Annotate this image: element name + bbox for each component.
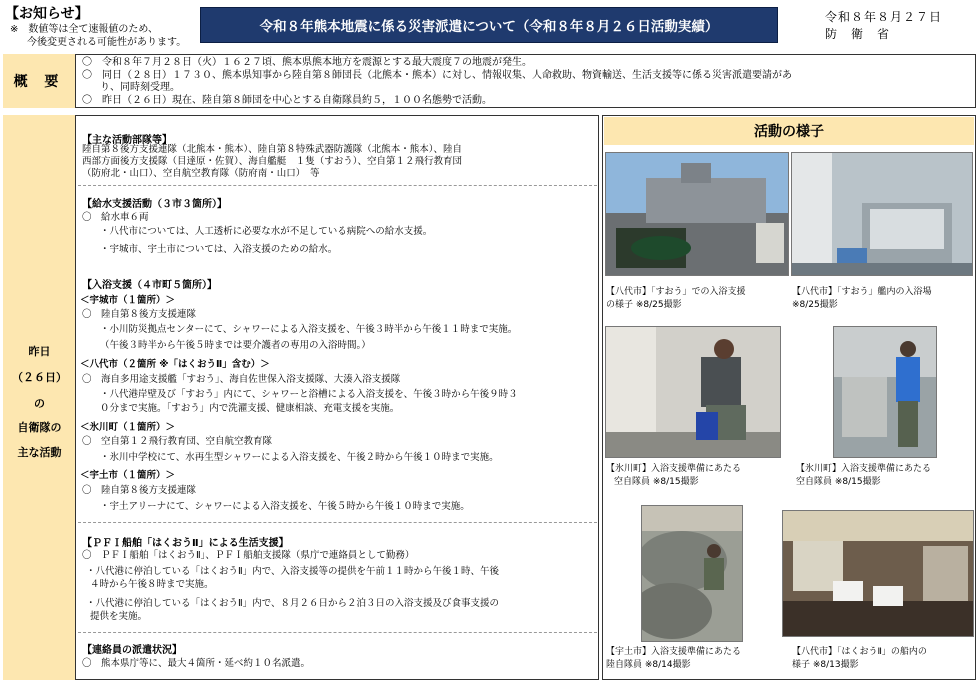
photo-caption-line: 空自隊員 ※8/15撮影 — [614, 477, 699, 487]
pfi-line: 〇 ＰＦＩ船舶「はくおうⅡ」、ＰＦＩ船舶支援隊（県庁で連絡員として勤務） — [82, 550, 415, 561]
bath-line: 〇 海自多用途支援艦「すおう」、海自佐世保入浴支援隊、大湊入浴支援隊 — [82, 374, 401, 385]
photo-caption-line: 【八代市】「すおう」艦内の入浴場 — [792, 287, 932, 297]
divider — [78, 522, 597, 523]
photo-hakuou — [782, 510, 974, 637]
bath-line: （午後３時半から午後５時までは要介護者の専用の入浴時間。） — [100, 340, 371, 351]
photo-suou-pier — [605, 152, 789, 276]
ministry-name: 防 衛 省 — [825, 27, 891, 41]
notice-title: 【お知らせ】 — [5, 6, 89, 22]
bath-line: ・氷川中学校にて、水再生型シャワーによる入浴支援を、午後２時から午後１０時まで実施。 — [100, 452, 499, 463]
divider — [78, 632, 597, 633]
page-title-banner: 令和８年熊本地震に係る災害派遣について（令和８年８月２６日活動実績） — [200, 7, 778, 43]
divider — [78, 185, 597, 186]
notice-line-1: ※ 数値等は全て速報値のため、 — [10, 24, 158, 35]
photo-uto — [641, 505, 743, 642]
summary-label: 概 要 — [3, 54, 76, 108]
bath-line: ・小川防災拠点センターにて、シャワーによる入浴支援を、午後３時半から午後１１時まで実施。 — [100, 324, 518, 335]
activity-label-line: 昨日 — [28, 345, 51, 358]
photo-caption-line: 【八代市】「すおう」での入浴支援 — [606, 287, 746, 297]
bath-line: ０分まで実施。「すおう」内で洗濯支援、健康相談、充電支援を実施。 — [100, 403, 400, 414]
bath-uto-subheading: ＜宇土市（１箇所）＞ — [80, 470, 176, 481]
units-line: （防府北・山口）、空自航空教育隊（防府南・山口） 等 — [82, 168, 320, 179]
report-date: 令和８年８月２７日 — [825, 10, 943, 24]
units-line: 西部方面後方支援隊（目達原・佐賀）、海自艦艇 １隻（すおう）、空自第１２飛行教育団 — [82, 156, 463, 167]
summary-line: 〇 昨日（２６日）現在、陸自第８師団を中心とする自衛隊員約５，１００名態勢で活動。 — [82, 95, 492, 106]
bath-uki-subheading: ＜宇城市（１箇所）＞ — [80, 295, 176, 306]
activity-label-line: 主な活動 — [17, 446, 62, 459]
bath-line: 〇 陸自第８後方支援連隊 — [82, 485, 197, 496]
bath-line: 〇 空自第１２飛行教育団、空自航空教育隊 — [82, 436, 273, 447]
water-line: ・八代市については、人工透析に必要な水が不足している病院への給水支援。 — [100, 226, 433, 237]
pfi-line: ４時から午後８時まで実施。 — [90, 579, 214, 590]
pfi-line: ・八代港に停泊している「はくおうⅡ」内で、入浴支援等の提供を午前１１時から午後１時、午後 — [86, 566, 499, 577]
units-line: 陸自第８後方支援連隊（北熊本・熊本）、陸自第８特殊武器防護隊（北熊本・熊本）、陸自 — [82, 144, 463, 155]
bath-yatsushiro-subheading: ＜八代市（２箇所 ※「はくおうⅡ」含む）＞ — [80, 359, 270, 370]
photo-suou-bathroom — [791, 152, 973, 276]
photo-hikawa-1 — [605, 326, 781, 458]
photo-bath-image — [792, 153, 972, 275]
summary-line: り、同時刻受理。 — [100, 82, 180, 93]
photo-caption-line: 空自隊員 ※8/15撮影 — [796, 477, 881, 487]
bath-line: ・八代港岸壁及び「すおう」内にて、シャワーと浴槽による入浴支援を、午後３時から午後９時３ — [100, 389, 518, 400]
water-line: 〇 給水車６両 — [82, 212, 149, 223]
photo-caption-line: の様子 ※8/25撮影 — [606, 300, 682, 310]
date-block — [825, 9, 942, 43]
activity-label-line: （２６日） — [12, 371, 67, 384]
pfi-heading: 【ＰＦＩ船舶「はくおうⅡ」による生活支援】 — [82, 538, 289, 549]
photo-panel-title: 活動の様子 — [604, 117, 974, 145]
photo-caption-line: 陸自隊員 ※8/14撮影 — [606, 660, 691, 670]
photo-ship-image — [606, 153, 788, 275]
bath-line: ・宇土アリーナにて、シャワーによる入浴支援を、午後５時から午後１０時まで実施。 — [100, 501, 470, 512]
photo-pump-image — [606, 327, 780, 457]
summary-line: 〇 令和８年７月２８日（火）１６２７頃、熊本県熊本地方を震源とする最大震度７の地震が発生。 — [82, 57, 532, 68]
summary-line: 〇 同日（２８日）１７３０、熊本県知事から陸自第８師団長（北熊本・熊本）に対し、情報収集、人命救助、物資輸送、生活支援等に係る災害派遣要請があ — [82, 70, 792, 81]
photo-tank-image — [642, 506, 742, 641]
water-heading: 【給水支援活動（３市３箇所）】 — [82, 199, 227, 210]
activity-label-line: 自衛隊の — [17, 421, 62, 434]
photo-caption-line: 【八代市】「はくおうⅡ」の船内の — [792, 647, 927, 657]
photo-caption-line: 様子 ※8/13撮影 — [792, 660, 859, 670]
photo-caption-line: ※8/25撮影 — [792, 300, 838, 310]
water-line: ・宇城市、宇土市については、入浴支援のための給水。 — [100, 244, 338, 255]
bath-line: 〇 陸自第８後方支援連隊 — [82, 309, 197, 320]
bath-hikawa-subheading: ＜氷川町（１箇所）＞ — [80, 422, 176, 433]
activity-label-line: の — [34, 397, 45, 410]
photo-cart-image — [834, 327, 936, 457]
photo-hikawa-2 — [833, 326, 937, 458]
pfi-line: ・八代港に停泊している「はくおうⅡ」内で、８月２６日から２泊３日の入浴支援及び食事支援の — [86, 598, 499, 609]
pfi-line: 提供を実施。 — [90, 611, 148, 622]
bath-heading: 【入浴支援（４市町５箇所）】 — [82, 280, 217, 291]
notice-line-2: 今後変更される可能性があります。 — [27, 37, 187, 48]
units-heading: 【主な活動部隊等】 — [82, 135, 172, 146]
photo-cabin-image — [783, 511, 973, 636]
photo-caption-line: 【宇土市】入浴支援準備にあたる — [606, 647, 742, 657]
photo-caption-line: 【氷川町】入浴支援準備にあたる — [796, 464, 932, 474]
liaison-line: 〇 熊本県庁等に、最大４箇所・延べ約１０名派遣。 — [82, 658, 311, 669]
photo-caption-line: 【氷川町】入浴支援準備にあたる — [606, 464, 742, 474]
liaison-heading: 【連絡員の派遣状況】 — [82, 645, 182, 656]
